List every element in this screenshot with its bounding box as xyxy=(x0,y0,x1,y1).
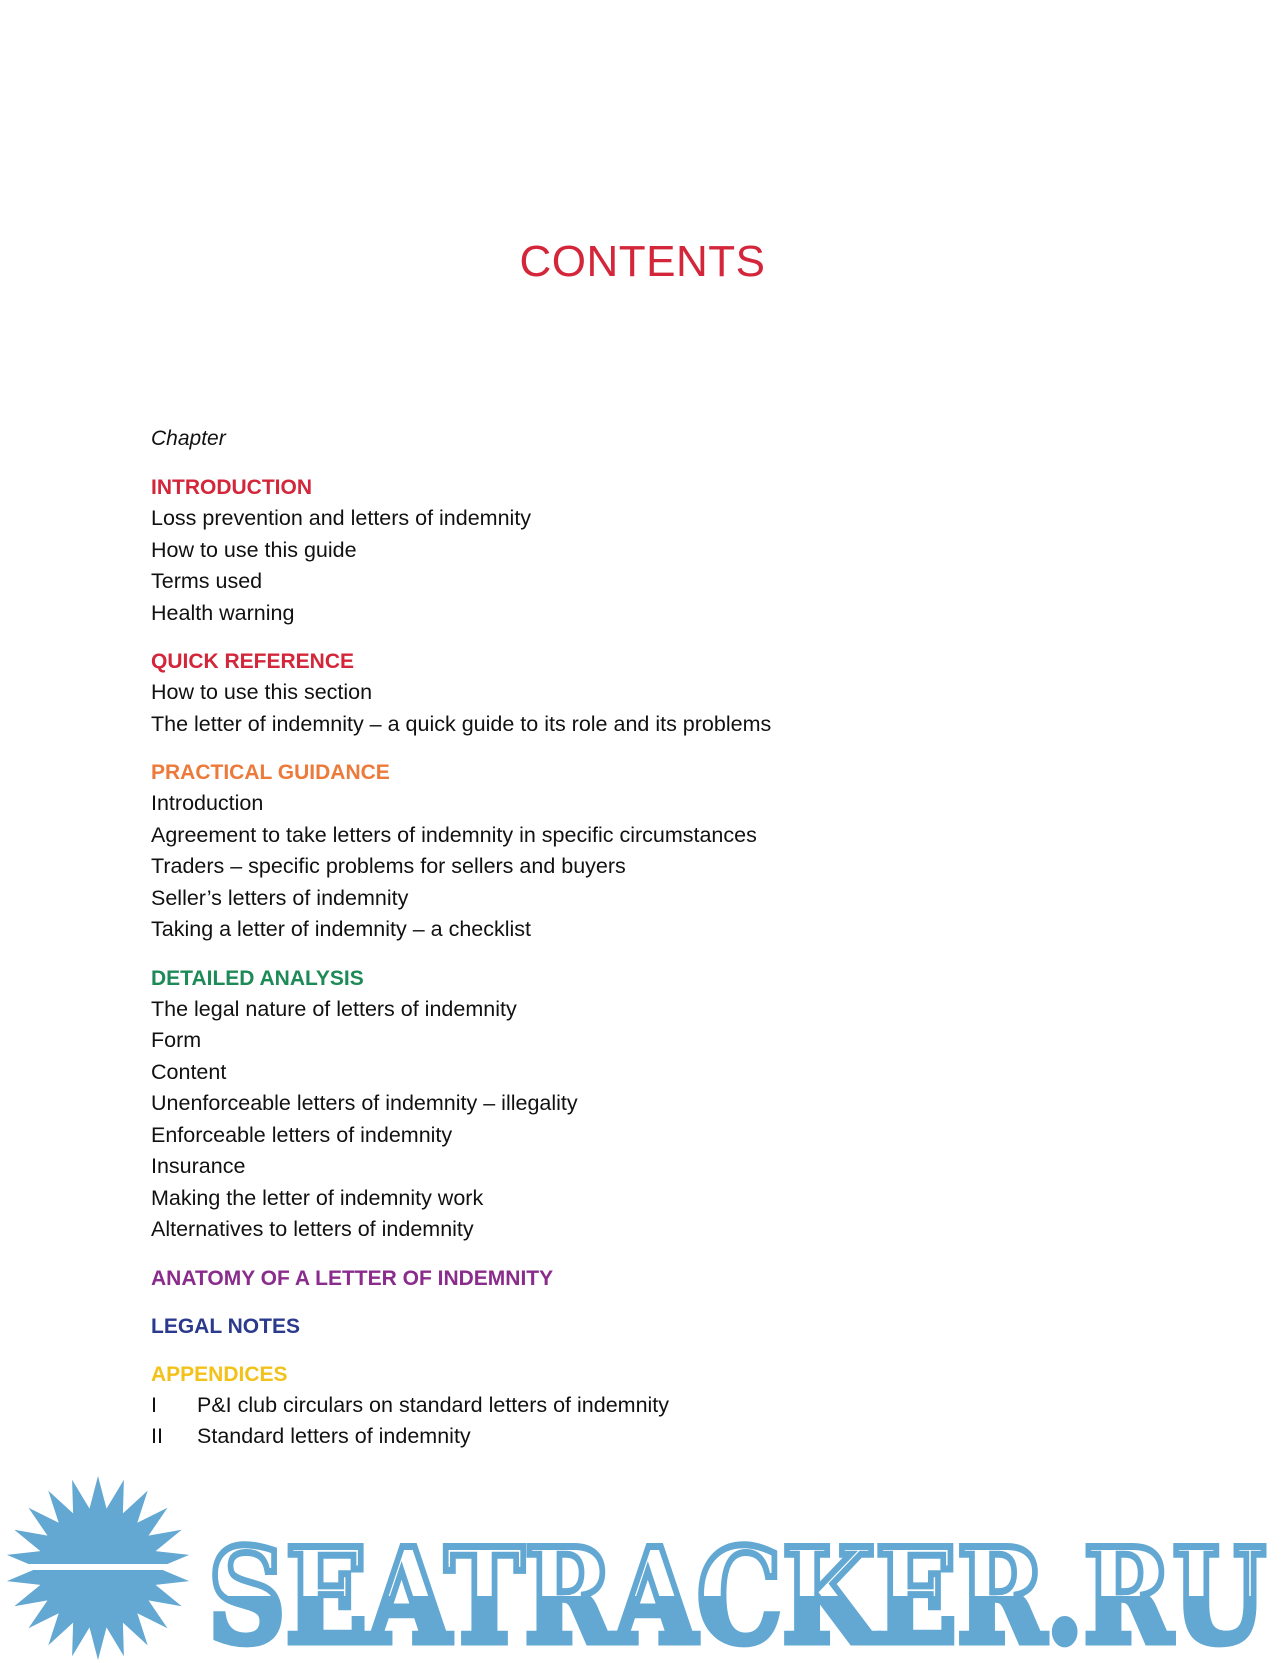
toc-item: Insurance xyxy=(151,1154,246,1178)
appendix-number: II xyxy=(151,1424,163,1448)
toc-item: Alternatives to letters of indemnity xyxy=(151,1217,474,1241)
appendix-number: I xyxy=(151,1392,157,1417)
toc-item: Health warning xyxy=(151,600,295,625)
toc-item: Form xyxy=(151,1028,202,1052)
chapter-label: Chapter xyxy=(151,427,226,450)
toc-item: Loss prevention and letters of indemnity xyxy=(151,506,532,530)
section-heading-quick-reference: QUICK REFERENCE xyxy=(151,650,355,673)
section-heading-practical-guidance: PRACTICAL GUIDANCE xyxy=(151,761,390,784)
section-practical-guidance xyxy=(151,758,1151,946)
section-introduction xyxy=(151,473,1151,629)
toc-item: How to use this section xyxy=(151,680,373,704)
toc-item: Making the letter of indemnity work xyxy=(151,1185,484,1210)
section-heading-legal-notes: LEGAL NOTES xyxy=(151,1314,300,1338)
toc-item: Agreement to take letters of indemnity in specific circumstances xyxy=(151,822,757,847)
section-heading-detailed-analysis: DETAILED ANALYSIS xyxy=(151,966,364,990)
table-of-contents xyxy=(151,423,1151,1471)
toc-item: How to use this guide xyxy=(151,537,357,562)
toc-item: The legal nature of letters of indemnity xyxy=(151,996,517,1021)
watermark-text: SEATRACKER.RU xyxy=(208,1519,1266,1663)
toc-item: Traders – specific problems for sellers and buyers xyxy=(151,854,626,878)
toc-item: Seller’s letters of indemnity xyxy=(151,885,409,910)
appendix-label: P&I club circulars on standard letters of indemnity xyxy=(197,1392,670,1417)
toc-item: Taking a letter of indemnity – a checklist xyxy=(151,917,532,941)
appendix-item xyxy=(151,1421,1151,1453)
toc-item: Content xyxy=(151,1059,227,1084)
sun-horizon-line xyxy=(20,1564,180,1570)
toc-item: Introduction xyxy=(151,791,264,815)
sun-icon xyxy=(7,1476,189,1660)
appendix-item xyxy=(151,1390,1151,1422)
toc-item: Terms used xyxy=(151,569,263,593)
section-detailed-analysis xyxy=(151,964,1151,1246)
watermark xyxy=(0,1470,1285,1663)
section-appendices xyxy=(151,1360,1151,1453)
toc-item: Enforceable letters of indemnity xyxy=(151,1122,453,1147)
page-title: CONTENTS xyxy=(519,237,766,286)
section-heading-anatomy: ANATOMY OF A LETTER OF INDEMNITY xyxy=(151,1266,554,1290)
appendix-label: Standard letters of indemnity xyxy=(197,1424,471,1448)
section-legal-notes xyxy=(151,1312,1151,1342)
section-anatomy xyxy=(151,1264,1151,1294)
toc-item: Unenforceable letters of indemnity – illegality xyxy=(151,1091,578,1115)
section-heading-appendices: APPENDICES xyxy=(151,1362,288,1386)
section-heading-introduction: INTRODUCTION xyxy=(151,476,312,499)
section-quick-reference xyxy=(151,647,1151,740)
toc-item: The letter of indemnity – a quick guide to its role and its problems xyxy=(151,711,772,736)
